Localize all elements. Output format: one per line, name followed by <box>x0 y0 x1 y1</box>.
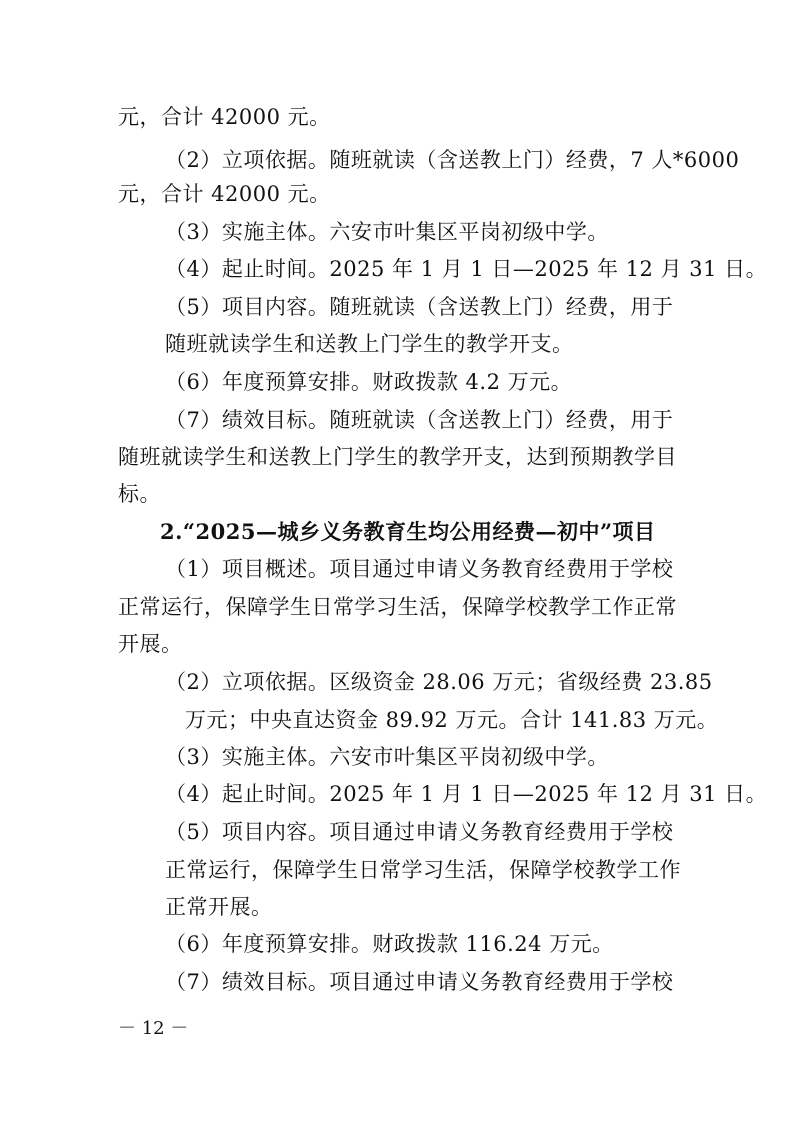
text-line: 正常运行，保障学生日常学习生活，保障学校教学工作正常 <box>118 595 677 619</box>
page-number: － 12 － <box>118 1018 189 1039</box>
text-line: 随班就读学生和送教上门学生的教学开支，达到预期教学目 <box>118 445 677 469</box>
text-line: 正常开展。 <box>165 895 273 919</box>
text-line: （4）起止时间。2025 年 1 月 1 日—2025 年 12 月 31 日。 <box>165 782 768 806</box>
text-line: 正常运行，保障学生日常学习生活，保障学校教学工作 <box>165 858 681 882</box>
text-line: 随班就读学生和送教上门学生的教学开支。 <box>165 332 574 356</box>
text-line: （2）立项依据。区级资金 28.06 万元；省级经费 23.85 <box>165 670 713 694</box>
text-line: 开展。 <box>118 632 183 656</box>
text-line: （7）绩效目标。随班就读（含送教上门）经费，用于 <box>165 408 674 432</box>
text-line: （3）实施主体。六安市叶集区平岗初级中学。 <box>165 745 609 769</box>
text-line: （6）年度预算安排。财政拨款 4.2 万元。 <box>165 370 573 394</box>
text-line: 万元；中央直达资金 89.92 万元。合计 141.83 万元。 <box>185 708 719 732</box>
section-heading: 2.“2025—城乡义务教育生均公用经费—初中”项目 <box>160 519 656 544</box>
text-line: （2）立项依据。随班就读（含送教上门）经费，7 人*6000 <box>165 148 740 172</box>
text-line: （5）项目内容。项目通过申请义务教育经费用于学校 <box>165 820 674 844</box>
text-line: （4）起止时间。2025 年 1 月 1 日—2025 年 12 月 31 日。 <box>165 257 768 281</box>
text-line: （1）项目概述。项目通过申请义务教育经费用于学校 <box>165 557 674 581</box>
text-line: 元，合计 42000 元。 <box>118 105 331 129</box>
text-line: 标。 <box>118 482 161 506</box>
text-line: 元，合计 42000 元。 <box>118 182 331 206</box>
text-line: （7）绩效目标。项目通过申请义务教育经费用于学校 <box>165 970 674 994</box>
text-line: （6）年度预算安排。财政拨款 116.24 万元。 <box>165 932 614 956</box>
text-line: （3）实施主体。六安市叶集区平岗初级中学。 <box>165 220 609 244</box>
text-line: （5）项目内容。随班就读（含送教上门）经费，用于 <box>165 295 674 319</box>
